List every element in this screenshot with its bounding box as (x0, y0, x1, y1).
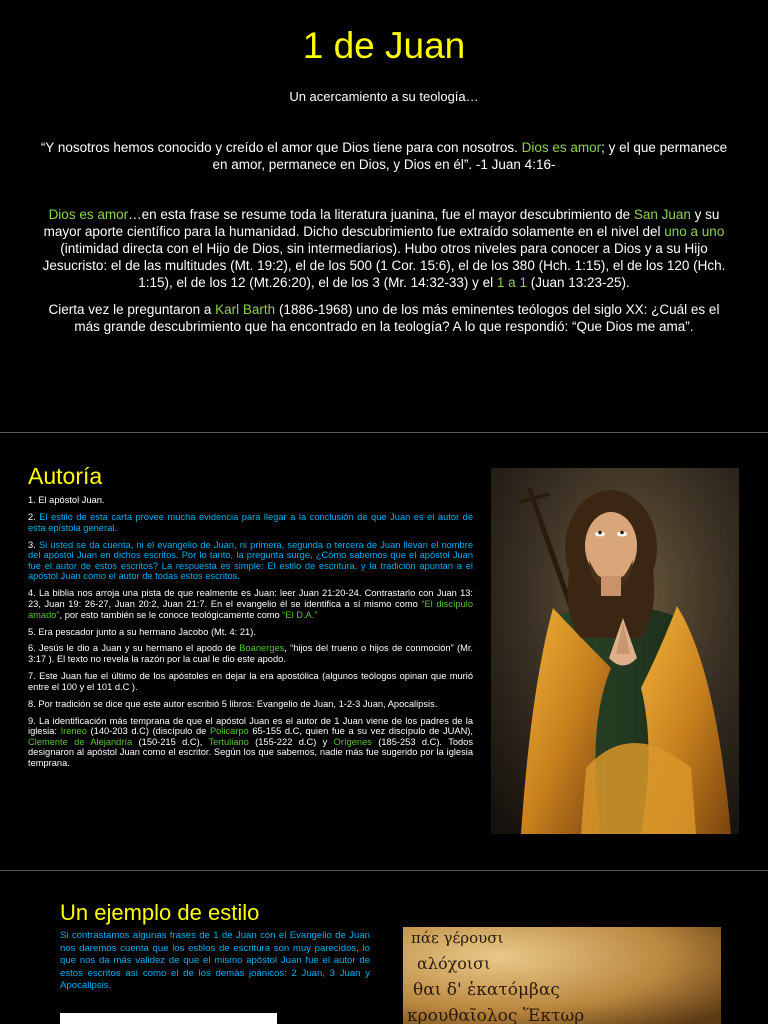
barth-paragraph: Cierta vez le preguntaron a Karl Barth (1886-1968) uno de los más eminentes teólogos del siglo XX: ¿Cuál es el más grande descubrimiento que ha encontrado en la teología? A lo que respondió: “Que Dios me ama”. (48, 302, 720, 334)
slide-divider (0, 432, 768, 433)
slide-title: 1 de Juan (302, 25, 466, 66)
slide-divider (0, 870, 768, 871)
list-item: 6. Jesús le dio a Juan y su hermano el apodo de Boanerges, “hijos del trueno o hijos de conmoción” (Mr. 3:17 ). El texto no revela la razón por la cual le dio este apodo. (28, 643, 473, 665)
authorship-list (28, 495, 473, 775)
quote-highlight: Dios es amor (521, 140, 602, 155)
list-item: 5. Era pescador junto a su hermano Jacobo (Mt. 4: 21). (28, 626, 256, 637)
manuscript-line: κρουθαῖολος Ἕκτωρ (407, 1006, 585, 1024)
slide-authorship (0, 436, 768, 868)
list-item: 7. Este Juan fue el último de los apóstoles en dejar la era apostólica (algunos teólogos opinan que murió entre el 100 y el 101 d.C ). (28, 671, 473, 692)
slide-style-example (0, 874, 768, 1024)
greek-manuscript-image (403, 927, 721, 1024)
manuscript-line: πάε γέρουσι (411, 929, 504, 947)
list-item: 2. El estilo de esta carta provee mucha evidencia para llegar a la conclusión de que Juan es el autor de esta epístola general. (28, 511, 473, 533)
saint-john-painting (491, 468, 739, 834)
list-item: 3. Si usted se da cuenta, ni el evangelio de Juan, ni primera, segunda o tercera de Juan llevan el nombre del apóstol Juan en dichos escritos. Por lo tanto, la pregunta surge, ¿Cómo sabemos que el apóstol Juan fue el autor de estos escritos? La respuesta es simple: El estilo de escritura, y la tradición apuntan a el apóstol Juan como el autor de todas estos escritos. (28, 539, 473, 582)
list-item: 4. La biblia nos arroja una pista de que realmente es Juan: leer Juan 21:20-24. Contrastarlo con Juan 13: 23, Juan 19: 26-27, Juan 20:2, Juan 21:7. En el evangelio él se identifica a sí mismo como “El discípulo amado”, por esto también se le conoce teológicamente como “El D.A.” (28, 588, 474, 620)
list-item: 8. Por tradición se dice que este autor escribió 5 libros: Evangelio de Juan, 1-2-3 Juan, Apocalipsis. (28, 698, 438, 709)
slide-title: Autoría (28, 463, 103, 489)
manuscript-line: θαι δ' ἑκατόμβας (413, 980, 560, 1000)
intro-paragraph: Dios es amor…en esta frase se resume toda la literatura juanina, fue el mayor descubrimiento de San Juan y su mayor aporte científico para la humanidad. Dicho descubrimiento fue extraído solamente en el nivel del uno a uno (intimidad directa con el Hijo de Dios, sin intermediarios). Hubo otros niveles para conocer a Dios y a su Hijo Jesucristo: el de las multitudes (Mt. 19:2), el de los 500 (1 Cor. 15:6), el de los 380 (Hch. 1:15), el de los 120 (Hch. 1:15), el de los 12 (Mt.26:20), el de los 3 (Mr. 14:32-33) y el 1 a 1 (Juan 13:23-25). (42, 207, 726, 290)
bible-quote: “Y nosotros hemos conocido y creído el amor que Dios tiene para con nosotros. Dios es amor; y el que permanece en amor, permanece en Dios, y Dios en él”. -1 Juan 4:16- (40, 140, 728, 172)
slide-subtitle: Un acercamiento a su teología… (289, 89, 479, 104)
text-box (60, 1013, 277, 1024)
list-item: 1. El apóstol Juan. (28, 495, 105, 505)
list-item: 9. La identificación más temprana de que el apóstol Juan es el autor de 1 Juan viene de los padres de la iglesia: Ireneo (140-203 d.C) (discípulo de Policarpo 65-155 d.C, quien fue a su vez discípulo de JUAN), Clemente de Alejandría (150-215 d.C), Tertuliano (155-222 d.C) y Orígenes (185-253 d.C). Todos designaron al apóstol Juan como el escritor. Según los que sabemos, nadie más fue sugerido por la iglesia temprana. (28, 715, 474, 768)
slide-intro (0, 0, 768, 430)
slide-title: Un ejemplo de estilo (60, 900, 260, 925)
manuscript-line: αλόχοισι (417, 954, 491, 973)
style-paragraph: Si contrastamos algunas frases de 1 de Juan con el Evangelio de Juan nos daremos cuenta que los estilos de escritura son muy parecidos, lo que nos da más validez de que el mismo apóstol Juan fue el autor de estos escritos así como el de los demás joánicos: 2 Juan, 3 Juan y Apocalipsis. (60, 930, 370, 991)
